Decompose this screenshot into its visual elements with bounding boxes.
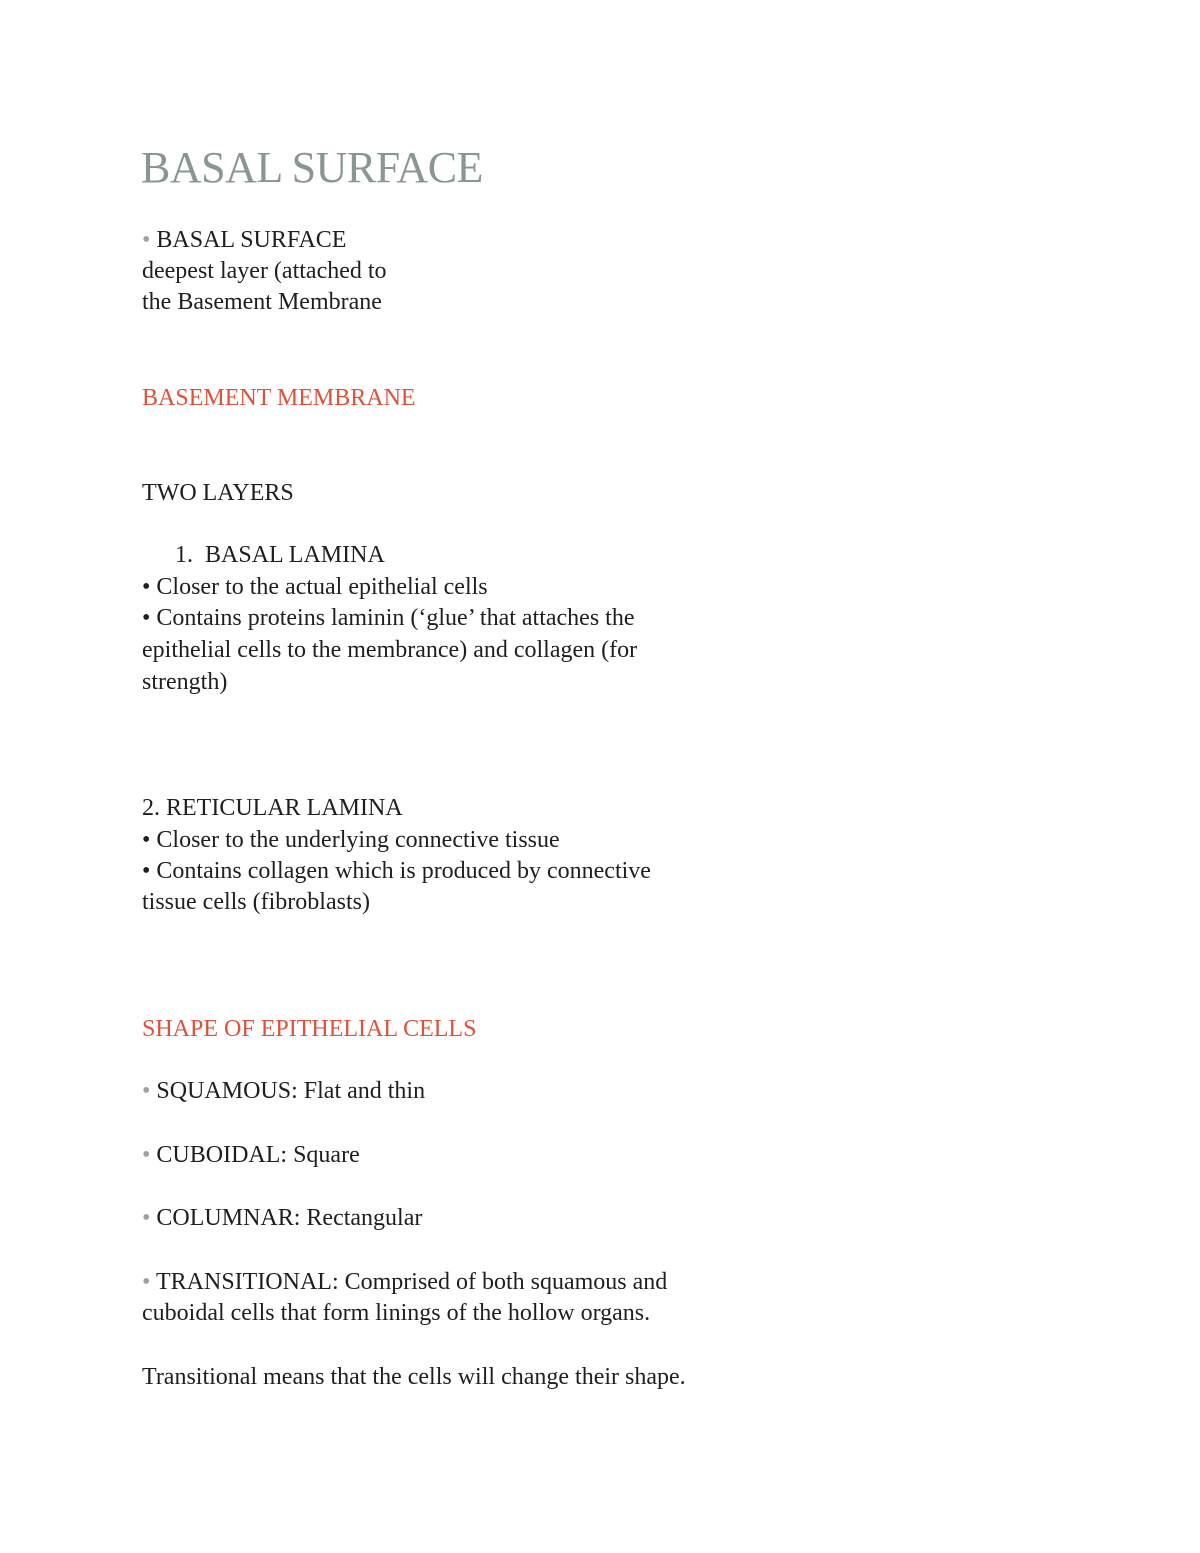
shape-item-squamous bbox=[142, 1075, 425, 1107]
shape-squamous-text: SQUAMOUS: Flat and thin bbox=[156, 1078, 426, 1104]
shape-columnar-text: COLUMNAR: Rectangular bbox=[156, 1205, 423, 1231]
bullet: • bbox=[142, 1269, 151, 1295]
layer1-number: 1. bbox=[175, 542, 193, 568]
bullet: • bbox=[142, 1078, 151, 1104]
basal-surface-item bbox=[142, 224, 346, 256]
page-title: BASAL SURFACE bbox=[141, 143, 483, 192]
shape-heading: SHAPE OF EPITHELIAL CELLS bbox=[142, 1016, 477, 1042]
closing-sentence: Transitional means that the cells will change their shape. bbox=[142, 1364, 686, 1390]
layer2-bullet2-line2: tissue cells (fibroblasts) bbox=[142, 889, 370, 915]
layer1-bullet1: • Closer to the actual epithelial cells bbox=[142, 574, 488, 600]
shape-cuboidal-text: CUBOIDAL: Square bbox=[156, 1142, 360, 1168]
basal-surface-desc-line2: the Basement Membrane bbox=[142, 289, 382, 315]
layer1-title-text: BASAL LAMINA bbox=[205, 542, 385, 568]
shape-transitional-text: TRANSITIONAL: Comprised of both squamous and bbox=[155, 1269, 668, 1295]
shape-item-columnar bbox=[142, 1202, 422, 1234]
basement-membrane-heading: BASEMENT MEMBRANE bbox=[142, 385, 416, 411]
layer2-bullet2-line1: • Contains collagen which is produced by connective bbox=[142, 858, 651, 884]
basal-surface-desc-line1: deepest layer (attached to bbox=[142, 258, 387, 284]
shape-transitional-line2: cuboidal cells that form linings of the hollow organs. bbox=[142, 1300, 651, 1326]
layer2-bullet1: • Closer to the underlying connective tissue bbox=[142, 827, 560, 853]
bullet: • bbox=[142, 1142, 151, 1168]
basal-surface-label: BASAL SURFACE bbox=[156, 227, 347, 253]
bullet: • bbox=[142, 1205, 151, 1231]
shape-item-cuboidal bbox=[142, 1139, 360, 1171]
layer1-bullet2-line1: • Contains proteins laminin (‘glue’ that attaches the bbox=[142, 605, 635, 631]
layer1-bullet2-line3: strength) bbox=[142, 669, 228, 695]
layer1-bullet2-line2: epithelial cells to the membrance) and collagen (for bbox=[142, 637, 638, 663]
shape-item-transitional bbox=[142, 1266, 667, 1298]
two-layers-label: TWO LAYERS bbox=[142, 480, 294, 506]
bullet: • bbox=[142, 227, 151, 253]
layer1-title bbox=[175, 539, 385, 571]
layer2-title: 2. RETICULAR LAMINA bbox=[142, 795, 403, 821]
